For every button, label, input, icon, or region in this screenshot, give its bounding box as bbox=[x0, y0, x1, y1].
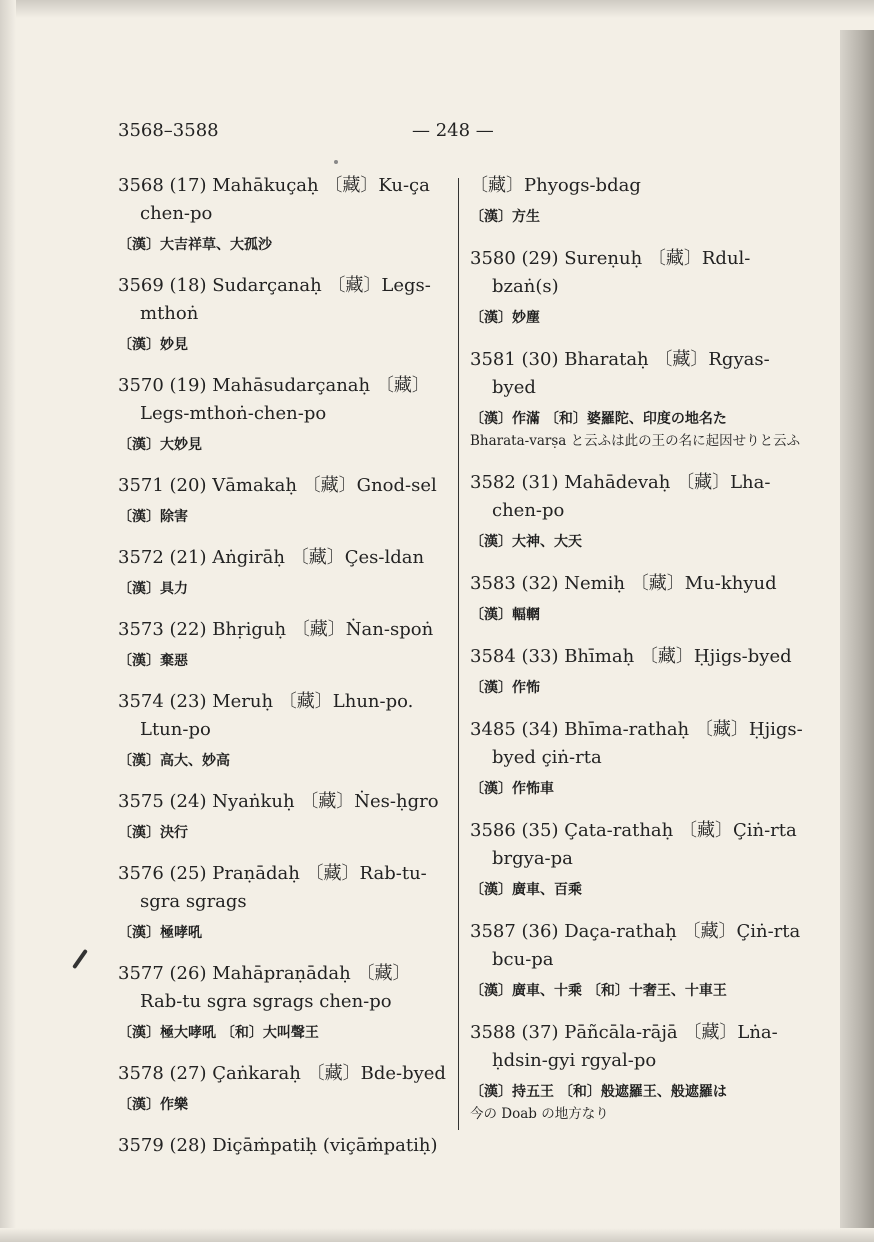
entry-headword: 3485 (34) Bhīma-rathaḥ 〔藏〕Ḥjigs-byed çiṅ-rta bbox=[470, 719, 803, 768]
entry-headword: 3584 (33) Bhīmaḥ 〔藏〕Ḥjigs-byed bbox=[470, 646, 792, 667]
dictionary-entry bbox=[118, 372, 448, 456]
entry-headword: 3587 (36) Daça-rathaḥ 〔藏〕Çiṅ-rta bcu-pa bbox=[470, 921, 801, 970]
chinese-gloss: 〔漢〕作怖 bbox=[470, 680, 540, 696]
entry-headword: 3578 (27) Çaṅkaraḥ 〔藏〕Bde-byed bbox=[118, 1063, 446, 1084]
dictionary-entry bbox=[470, 245, 810, 329]
dictionary-entry bbox=[118, 616, 448, 672]
dictionary-entry bbox=[118, 272, 448, 356]
dictionary-entry bbox=[118, 1132, 448, 1160]
entry-headword: 3569 (18) Sudarçanaḥ 〔藏〕Legs-mthoṅ bbox=[118, 275, 431, 324]
page-edge-right bbox=[840, 30, 874, 1240]
entry-headword: 3577 (26) Mahāpraṇādaḥ 〔藏〕Rab-tu sgra sgrags chen-po bbox=[118, 963, 411, 1012]
chinese-gloss: 〔漢〕極大哮吼 〔和〕大叫聲王 bbox=[118, 1025, 319, 1041]
dictionary-entry bbox=[470, 346, 810, 452]
chinese-gloss: 〔漢〕大神、大天 bbox=[470, 534, 582, 550]
chinese-gloss: 〔漢〕妙見 bbox=[118, 337, 188, 353]
dictionary-entry bbox=[470, 817, 810, 901]
entry-tibetan-continued: 〔藏〕Phyogs-bdag bbox=[470, 175, 641, 196]
dictionary-entry bbox=[118, 960, 448, 1044]
entry-headword: 3570 (19) Mahāsudarçanaḥ 〔藏〕Legs-mthoṅ-chen-po bbox=[118, 375, 430, 424]
chinese-gloss: 〔漢〕持五王 〔和〕般遮羅王、般遮羅は bbox=[470, 1084, 727, 1100]
margin-pencil-mark bbox=[72, 949, 88, 969]
chinese-gloss: 〔漢〕除害 bbox=[118, 509, 188, 525]
dictionary-entry bbox=[470, 716, 810, 800]
page-edge-top bbox=[0, 0, 874, 18]
chinese-gloss: 〔漢〕大吉祥草、大孤沙 bbox=[118, 237, 272, 253]
dictionary-entry bbox=[118, 860, 448, 944]
dictionary-entry bbox=[118, 472, 448, 528]
chinese-gloss: 〔漢〕作樂 bbox=[118, 1097, 188, 1113]
page-edge-left bbox=[0, 0, 16, 1242]
chinese-gloss: 〔漢〕具力 bbox=[118, 581, 188, 597]
dictionary-entry-continued bbox=[470, 172, 810, 228]
entry-headword: 3568 (17) Mahākuçaḥ 〔藏〕Ku-ça chen-po bbox=[118, 175, 430, 224]
entry-headword: 3580 (29) Sureṇuḥ 〔藏〕Rdul-bzaṅ(s) bbox=[470, 248, 751, 297]
entry-headword: 3581 (30) Bharataḥ 〔藏〕Rgyas-byed bbox=[470, 349, 770, 398]
entry-headword: 3575 (24) Nyaṅkuḥ 〔藏〕Ṅes-ḥgro bbox=[118, 791, 439, 812]
entry-range-header: 3568–3588 bbox=[118, 120, 219, 141]
dictionary-entry bbox=[470, 570, 810, 626]
entry-headword: 3588 (37) Pāñcāla-rājā 〔藏〕Lṅa-ḥdsin-gyi rgyal-po bbox=[470, 1022, 778, 1071]
japanese-note: Bharata-varṣa と云ふは此の王の名に起因せりと云ふ bbox=[470, 433, 801, 449]
dictionary-entry bbox=[470, 1019, 810, 1125]
entry-headword: 3583 (32) Nemiḥ 〔藏〕Mu-khyud bbox=[470, 573, 777, 594]
page-edge-bottom bbox=[0, 1228, 874, 1242]
entry-headword: 3586 (35) Çata-rathaḥ 〔藏〕Çiṅ-rta brgya-pa bbox=[470, 820, 797, 869]
entry-headword: 3579 (28) Diçāṁpatiḥ (viçāṁpatiḥ) bbox=[118, 1135, 438, 1156]
dictionary-entry bbox=[118, 544, 448, 600]
chinese-gloss: 〔漢〕輻輞 bbox=[470, 607, 540, 623]
entry-headword: 3573 (22) Bhṛiguḥ 〔藏〕Ṅan-spoṅ bbox=[118, 619, 434, 640]
chinese-gloss: 〔漢〕作怖車 bbox=[470, 781, 554, 797]
chinese-gloss: 〔漢〕決行 bbox=[118, 825, 188, 841]
chinese-gloss: 〔漢〕大妙見 bbox=[118, 437, 202, 453]
column-divider bbox=[458, 178, 459, 1130]
chinese-gloss: 〔漢〕作滿 〔和〕婆羅陀、印度の地名た bbox=[470, 411, 727, 427]
chinese-gloss: 〔漢〕廣車、十乘 〔和〕十奢王、十車王 bbox=[470, 983, 727, 999]
entry-headword: 3572 (21) Aṅgirāḥ 〔藏〕Çes-ldan bbox=[118, 547, 425, 568]
dictionary-entry bbox=[470, 918, 810, 1002]
ink-speck bbox=[334, 160, 338, 164]
page-number: — 248 — bbox=[412, 120, 494, 141]
entry-headword: 3582 (31) Mahādevaḥ 〔藏〕Lha-chen-po bbox=[470, 472, 771, 521]
dictionary-entry bbox=[118, 1060, 448, 1116]
dictionary-entry bbox=[470, 469, 810, 553]
entry-headword: 3576 (25) Praṇādaḥ 〔藏〕Rab-tu-sgra sgrags bbox=[118, 863, 427, 912]
right-column bbox=[470, 172, 810, 1142]
dictionary-entry bbox=[118, 688, 448, 772]
japanese-note: 今の Doab の地方なり bbox=[470, 1106, 609, 1122]
chinese-gloss: 〔漢〕高大、妙高 bbox=[118, 753, 230, 769]
chinese-gloss: 〔漢〕極哮吼 bbox=[118, 925, 202, 941]
chinese-gloss: 〔漢〕方生 bbox=[470, 209, 540, 225]
dictionary-entry bbox=[470, 643, 810, 699]
entry-headword: 3574 (23) Meruḥ 〔藏〕Lhun-po. Ltun-po bbox=[118, 691, 414, 740]
chinese-gloss: 〔漢〕廣車、百乘 bbox=[470, 882, 582, 898]
entry-headword: 3571 (20) Vāmakaḥ 〔藏〕Gnod-sel bbox=[118, 475, 437, 496]
chinese-gloss: 〔漢〕妙塵 bbox=[470, 310, 540, 326]
left-column bbox=[118, 172, 448, 1176]
dictionary-entry bbox=[118, 172, 448, 256]
chinese-gloss: 〔漢〕棄惡 bbox=[118, 653, 188, 669]
dictionary-entry bbox=[118, 788, 448, 844]
